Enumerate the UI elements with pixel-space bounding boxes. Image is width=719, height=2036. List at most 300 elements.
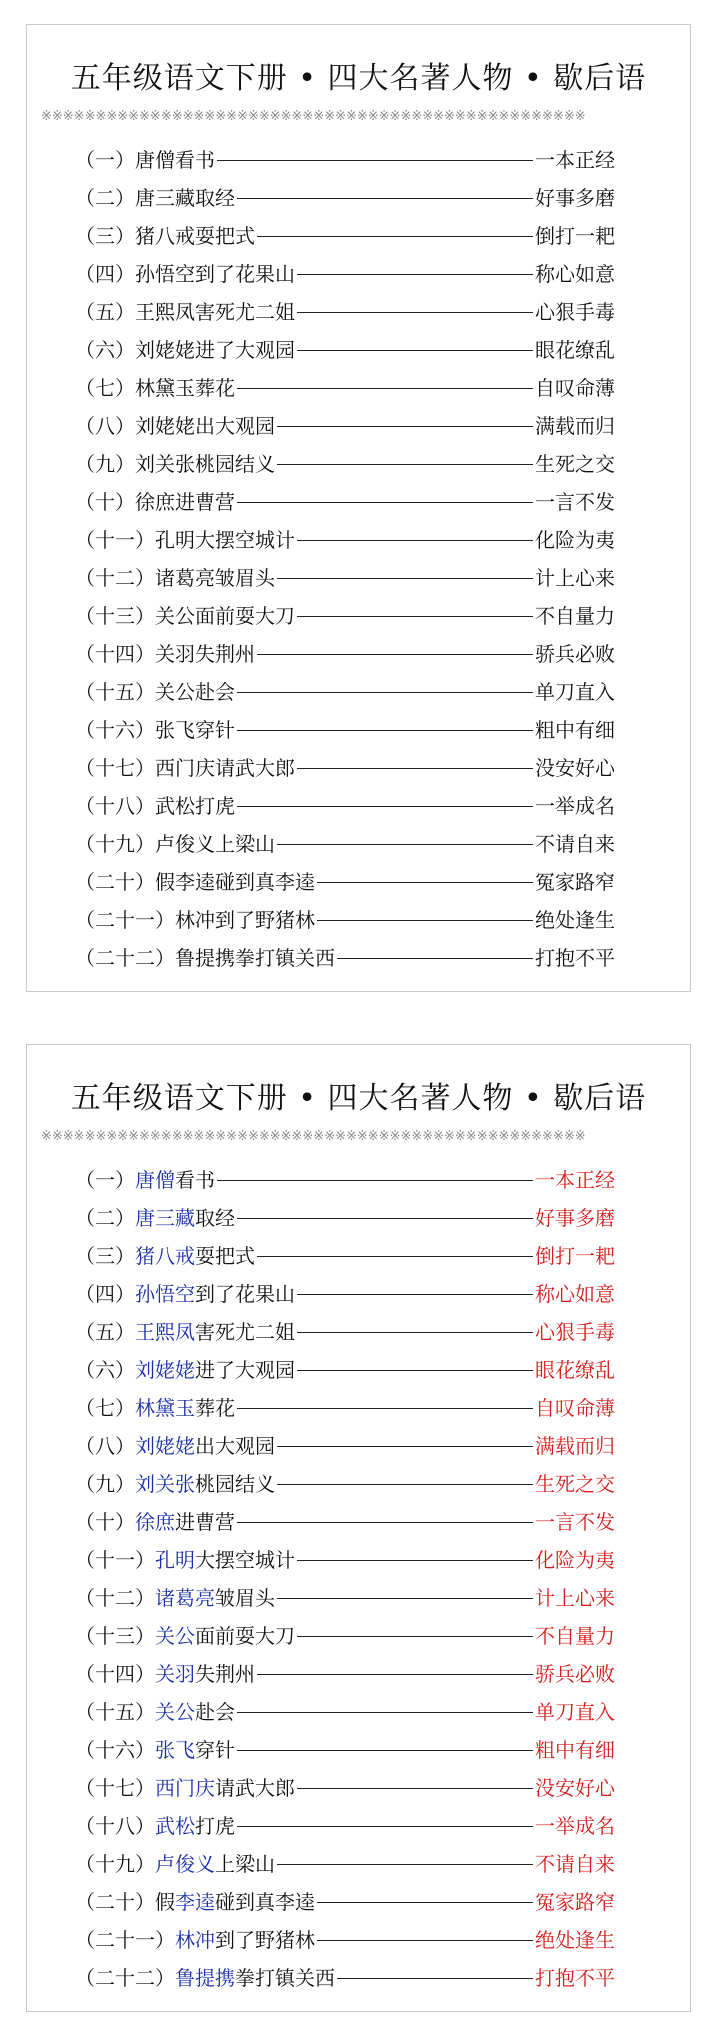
list-item [75,483,615,521]
item-phrase: 碰到真李逵 [215,870,315,894]
item-number: （十六） [75,1738,155,1762]
list-item [75,1465,615,1503]
character-name: 唐僧 [135,1168,175,1192]
item-phrase: 失荆州 [195,1662,255,1686]
item-lead [75,1807,235,1845]
character-name: 刘姥姥 [135,1434,195,1458]
idiom-answer: 一本正经 [535,1168,615,1192]
item-number: （十） [75,490,135,514]
item-phrase: 打虎 [195,794,235,818]
leader-line [277,1598,533,1599]
character-name: 关羽 [155,1662,195,1686]
list-item [75,1921,615,1959]
list-item [75,787,615,825]
idiom-answer: 倒打一耙 [535,1244,615,1268]
character-name: 刘姥姥 [135,1358,195,1382]
character-name: 林黛玉 [135,1396,195,1420]
item-number: （六） [75,338,135,362]
list-item [75,1389,615,1427]
item-phrase: 看书 [175,1168,215,1192]
item-phrase: 葬花 [195,1396,235,1420]
leader-line [337,1978,533,1979]
leader-line [297,1294,533,1295]
idiom-answer: 不请自来 [535,832,615,856]
character-name: 张飞 [155,718,195,742]
list-item [75,1731,615,1769]
character-name: 关羽 [155,642,195,666]
item-number: （二十二） [75,946,175,970]
idiom-answer: 骄兵必败 [535,642,615,666]
item-lead [75,597,295,635]
idiom-answer: 自叹命薄 [535,1396,615,1420]
item-phrase: 请武大郎 [215,1776,295,1800]
character-name: 李逵 [175,870,215,894]
leader-line [237,1218,533,1219]
list-item [75,1693,615,1731]
list-item [75,1351,615,1389]
leader-line [237,502,533,503]
item-phrase: 进了大观园 [195,338,295,362]
character-name: 李逵 [175,1890,215,1914]
item-lead [75,1845,275,1883]
item-lead [75,1237,255,1275]
item-lead [75,939,335,977]
item-lead [75,331,295,369]
item-lead [75,749,295,787]
item-lead [75,293,295,331]
item-lead [75,1921,315,1959]
list-item [75,1617,615,1655]
idiom-answer: 化险为夷 [535,1548,615,1572]
leader-line [237,692,533,693]
item-lead [75,1503,235,1541]
item-lead [75,863,315,901]
leader-line [237,730,533,731]
decorative-divider: ※※※※※※※※※※※※※※※※※※※※※※※※※※※※※※※※※※※※※※※※※※※※※※※※※※ [41,109,586,124]
item-lead [75,1579,275,1617]
item-number: （十七） [75,1776,155,1800]
character-name: 武松 [155,794,195,818]
item-lead [75,483,235,521]
idiom-answer: 称心如意 [535,1282,615,1306]
item-phrase: 穿针 [195,1738,235,1762]
item-phrase: 到了花果山 [195,262,295,286]
item-phrase: 面前耍大刀 [195,604,295,628]
item-lead [75,1199,235,1237]
item-phrase: 耍把式 [195,1244,255,1268]
list-item [75,559,615,597]
item-number: （一） [75,1168,135,1192]
item-number: （四） [75,1282,135,1306]
idiom-answer: 单刀直入 [535,1700,615,1724]
leader-line [277,1864,533,1865]
item-number: （十八） [75,794,155,818]
idiom-answer: 不自量力 [535,604,615,628]
idiom-answer: 一举成名 [535,794,615,818]
list-item [75,1579,615,1617]
leader-line [237,1750,533,1751]
character-name: 西门庆 [155,756,215,780]
item-number: （十四） [75,642,155,666]
leader-line [237,1522,533,1523]
character-name: 关公 [155,604,195,628]
idiom-answer: 没安好心 [535,1776,615,1800]
list-item [75,1845,615,1883]
list-item [75,1161,615,1199]
leader-line [297,1788,533,1789]
character-name: 林黛玉 [135,376,195,400]
character-name: 猪八戒 [135,1244,195,1268]
idiom-answer: 绝处逢生 [535,1928,615,1952]
idiom-answer: 冤家路窄 [535,1890,615,1914]
leader-line [317,882,533,883]
character-name: 唐三藏 [135,186,195,210]
item-lead [75,1161,215,1199]
idiom-list [75,141,615,977]
item-phrase: 皱眉头 [215,566,275,590]
item-phrase: 拳打镇关西 [235,1966,335,1990]
item-lead [75,711,235,749]
idiom-answer: 一言不发 [535,1510,615,1534]
item-lead [75,1313,295,1351]
item-number: （十一） [75,1548,155,1572]
leader-line [217,160,533,161]
item-lead [75,1351,295,1389]
list-item [75,939,615,977]
character-name: 徐庶 [135,1510,175,1534]
item-phrase: 上梁山 [215,832,275,856]
leader-line [297,274,533,275]
item-phrase: 上梁山 [215,1852,275,1876]
item-phrase: 打虎 [195,1814,235,1838]
leader-line [277,426,533,427]
item-number: （十五） [75,680,155,704]
character-name: 张飞 [155,1738,195,1762]
item-phrase: 葬花 [195,376,235,400]
character-name: 徐庶 [135,490,175,514]
character-name: 刘姥姥 [135,338,195,362]
idiom-answer: 满载而归 [535,1434,615,1458]
item-lead [75,445,275,483]
list-item [75,521,615,559]
item-lead [75,1275,295,1313]
character-name: 诸葛亮 [155,566,215,590]
item-number: （二十二） [75,1966,175,1990]
item-number: （十四） [75,1662,155,1686]
item-number: （十九） [75,1852,155,1876]
list-item [75,1503,615,1541]
item-number: （五） [75,1320,135,1344]
idiom-answer: 生死之交 [535,452,615,476]
character-name: 关公 [155,680,195,704]
item-number: （十） [75,1510,135,1534]
item-phrase: 到了野猪林 [215,1928,315,1952]
list-item [75,1199,615,1237]
leader-line [237,198,533,199]
item-number: （二） [75,186,135,210]
list-item [75,825,615,863]
leader-line [297,768,533,769]
item-phrase: 害死尤二姐 [195,300,295,324]
item-number: （一） [75,148,135,172]
idiom-answer: 好事多磨 [535,1206,615,1230]
leader-line [297,616,533,617]
item-lead [75,255,295,293]
item-number: （十二） [75,1586,155,1610]
item-lead [75,673,235,711]
item-lead [75,407,275,445]
item-number: （七） [75,376,135,400]
idiom-answer: 心狠手毒 [535,1320,615,1344]
list-item [75,1769,615,1807]
page-title: 五年级语文下册 • 四大名著人物 • 歇后语 [70,1081,647,1116]
list-item [75,331,615,369]
item-phrase: 出大观园 [195,414,275,438]
leader-line [297,312,533,313]
item-lead [75,217,255,255]
item-number: （六） [75,1358,135,1382]
leader-line [297,1560,533,1561]
item-lead [75,559,275,597]
idiom-answer: 计上心来 [535,1586,615,1610]
leader-line [217,1180,533,1181]
character-name: 林冲 [175,1928,215,1952]
list-item [75,1541,615,1579]
item-number: （十一） [75,528,155,552]
decorative-divider: ※※※※※※※※※※※※※※※※※※※※※※※※※※※※※※※※※※※※※※※※※※※※※※※※※※ [41,1129,586,1144]
page-title: 五年级语文下册 • 四大名著人物 • 歇后语 [70,61,647,96]
idiom-answer: 心狠手毒 [535,300,615,324]
item-lead [75,1731,235,1769]
item-number: （二） [75,1206,135,1230]
character-name: 孔明 [155,528,195,552]
item-number: （三） [75,1244,135,1268]
item-number: （十六） [75,718,155,742]
character-name: 卢俊义 [155,832,215,856]
item-phrase: 桃园结义 [195,452,275,476]
item-phrase: 拳打镇关西 [235,946,335,970]
idiom-answer: 称心如意 [535,262,615,286]
character-name: 诸葛亮 [155,1586,215,1610]
list-item [75,863,615,901]
item-number: （七） [75,1396,135,1420]
item-prefix: 假 [155,870,175,894]
character-name: 鲁提携 [175,946,235,970]
idiom-answer: 打抱不平 [535,946,615,970]
list-item [75,1959,615,1997]
item-number: （十三） [75,604,155,628]
character-name: 王熙凤 [135,300,195,324]
item-phrase: 请武大郎 [215,756,295,780]
highlighted-card [26,1044,691,2012]
item-number: （九） [75,452,135,476]
character-name: 西门庆 [155,1776,215,1800]
item-number: （四） [75,262,135,286]
item-number: （五） [75,300,135,324]
leader-line [237,1826,533,1827]
item-phrase: 碰到真李逵 [215,1890,315,1914]
leader-line [237,388,533,389]
list-item [75,1655,615,1693]
leader-line [297,1370,533,1371]
list-item [75,1275,615,1313]
item-lead [75,1655,255,1693]
list-item [75,1427,615,1465]
leader-line [317,920,533,921]
list-item [75,597,615,635]
idiom-answer: 眼花缭乱 [535,1358,615,1382]
item-lead [75,825,275,863]
item-number: （八） [75,414,135,438]
item-prefix: 假 [155,1890,175,1914]
leader-line [237,1408,533,1409]
item-number: （二十） [75,1890,155,1914]
item-number: （二十一） [75,908,175,932]
idiom-answer: 一举成名 [535,1814,615,1838]
item-number: （二十一） [75,1928,175,1952]
leader-line [297,350,533,351]
item-phrase: 失荆州 [195,642,255,666]
leader-line [317,1940,533,1941]
leader-line [297,1332,533,1333]
leader-line [317,1902,533,1903]
idiom-answer: 不请自来 [535,1852,615,1876]
leader-line [237,1712,533,1713]
character-name: 唐僧 [135,148,175,172]
idiom-answer: 没安好心 [535,756,615,780]
character-name: 刘关张 [135,452,195,476]
idiom-answer: 粗中有细 [535,1738,615,1762]
idiom-answer: 计上心来 [535,566,615,590]
idiom-answer: 倒打一耙 [535,224,615,248]
item-phrase: 桃园结义 [195,1472,275,1496]
character-name: 关公 [155,1624,195,1648]
leader-line [237,806,533,807]
idiom-answer: 满载而归 [535,414,615,438]
item-number: （十五） [75,1700,155,1724]
list-item [75,635,615,673]
leader-line [277,1446,533,1447]
character-name: 猪八戒 [135,224,195,248]
item-phrase: 取经 [195,1206,235,1230]
list-item [75,901,615,939]
item-number: （十九） [75,832,155,856]
item-phrase: 赴会 [195,680,235,704]
item-lead [75,635,255,673]
leader-line [297,540,533,541]
item-lead [75,521,295,559]
item-phrase: 取经 [195,186,235,210]
list-item [75,1313,615,1351]
character-name: 关公 [155,1700,195,1724]
item-phrase: 皱眉头 [215,1586,275,1610]
item-phrase: 大摆空城计 [195,1548,295,1572]
item-lead [75,1389,235,1427]
character-name: 孔明 [155,1548,195,1572]
idiom-answer: 一本正经 [535,148,615,172]
idiom-answer: 自叹命薄 [535,376,615,400]
item-number: （八） [75,1434,135,1458]
character-name: 刘关张 [135,1472,195,1496]
item-lead [75,369,235,407]
item-phrase: 进了大观园 [195,1358,295,1382]
item-phrase: 害死尤二姐 [195,1320,295,1344]
item-number: （九） [75,1472,135,1496]
idiom-answer: 绝处逢生 [535,908,615,932]
list-item [75,749,615,787]
character-name: 刘姥姥 [135,414,195,438]
item-number: （十七） [75,756,155,780]
item-phrase: 出大观园 [195,1434,275,1458]
idiom-answer: 眼花缭乱 [535,338,615,362]
leader-line [257,654,533,655]
plain-card [26,24,691,992]
item-phrase: 面前耍大刀 [195,1624,295,1648]
list-item [75,293,615,331]
list-item [75,255,615,293]
idiom-answer: 一言不发 [535,490,615,514]
character-name: 孙悟空 [135,262,195,286]
character-name: 武松 [155,1814,195,1838]
list-item [75,1237,615,1275]
leader-line [277,578,533,579]
leader-line [337,958,533,959]
idiom-answer: 化险为夷 [535,528,615,552]
idiom-answer: 骄兵必败 [535,1662,615,1686]
item-phrase: 到了野猪林 [215,908,315,932]
character-name: 林冲 [175,908,215,932]
item-lead [75,1959,335,1997]
item-number: （二十） [75,870,155,894]
list-item [75,673,615,711]
list-item [75,141,615,179]
idiom-answer: 单刀直入 [535,680,615,704]
item-lead [75,787,235,825]
idiom-answer: 粗中有细 [535,718,615,742]
character-name: 王熙凤 [135,1320,195,1344]
item-number: （十八） [75,1814,155,1838]
idiom-answer: 好事多磨 [535,186,615,210]
item-phrase: 大摆空城计 [195,528,295,552]
idiom-answer: 打抱不平 [535,1966,615,1990]
leader-line [257,1674,533,1675]
item-phrase: 穿针 [195,718,235,742]
list-item [75,369,615,407]
item-phrase: 赴会 [195,1700,235,1724]
leader-line [257,1256,533,1257]
item-lead [75,1883,315,1921]
leader-line [257,236,533,237]
character-name: 孙悟空 [135,1282,195,1306]
list-item [75,711,615,749]
list-item [75,1883,615,1921]
item-lead [75,1427,275,1465]
idiom-answer: 不自量力 [535,1624,615,1648]
list-item [75,217,615,255]
item-lead [75,1769,295,1807]
item-lead [75,1541,295,1579]
list-item [75,1807,615,1845]
leader-line [277,464,533,465]
leader-line [297,1636,533,1637]
item-number: （三） [75,224,135,248]
idiom-answer: 冤家路窄 [535,870,615,894]
item-phrase: 进曹营 [175,490,235,514]
list-item [75,407,615,445]
item-number: （十三） [75,1624,155,1648]
item-phrase: 到了花果山 [195,1282,295,1306]
leader-line [277,844,533,845]
